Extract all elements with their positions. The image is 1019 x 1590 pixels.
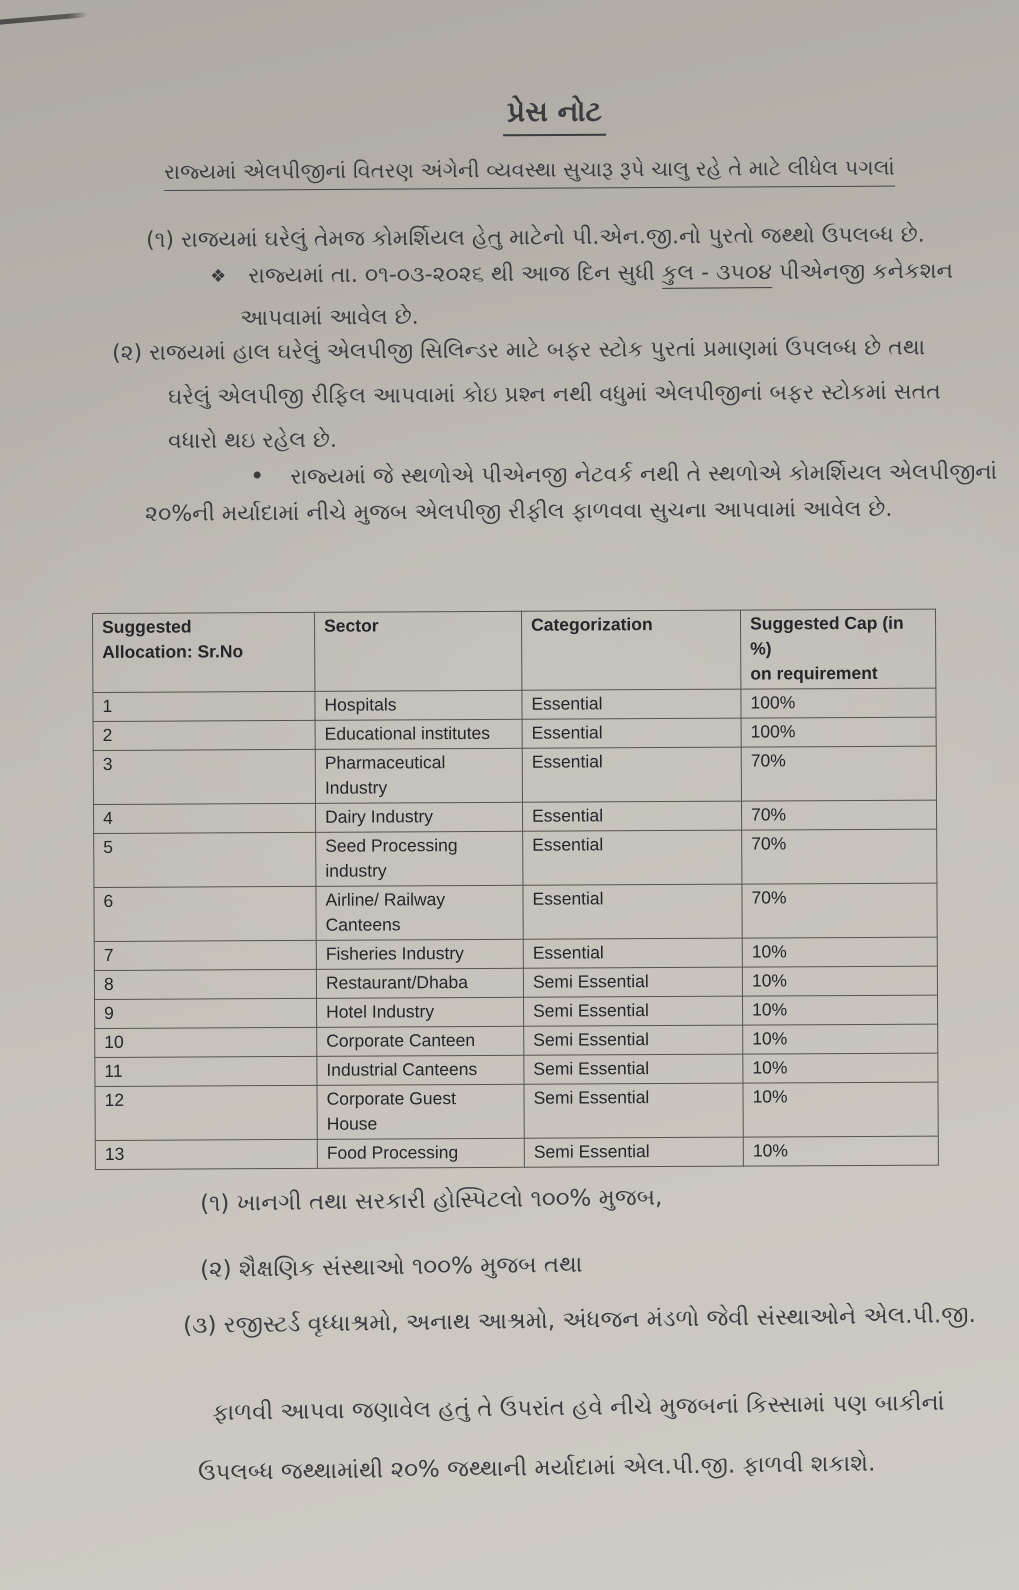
table-cell: 13 — [95, 1139, 317, 1169]
body-bullet-1-continuation: આપવામાં આવેલ છે. — [240, 304, 419, 331]
bullet-1-text-post: પીએનજી કનેકશન — [771, 258, 954, 286]
allocation-table-body — [93, 688, 938, 1169]
page-title: પ્રેસ નોટ — [503, 95, 606, 137]
table-cell: 5 — [94, 832, 316, 887]
table-cell: Dairy Industry — [315, 802, 522, 832]
table-cell: 1 — [93, 691, 315, 721]
bullet-2-text: રાજ્યમાં જે સ્થળોએ પીએનજી નેટવર્ક નથી તે સ્થળોએ કોમર્શિયલ એલપીજીનાં — [290, 459, 998, 490]
body-bullet-1 — [210, 255, 953, 294]
table-cell: 70% — [741, 800, 936, 830]
body-item-1: (૧) રાજયમાં ઘરેલું તેમજ કોમર્શિયલ હેતુ માટેનો પી.એન.જી.નો પુરતો જથ્થો ઉપલબ્ધ છે. — [146, 222, 925, 253]
table-cell: Airline/ Railway Canteens — [316, 885, 523, 940]
column-header-sector: Sector — [314, 611, 521, 691]
table-header-row — [93, 609, 936, 692]
document-subtitle: રાજ્યમાં એલપીજીનાં વિતરણ અંગેની વ્યવસ્થા સુચારૂ રૂપે ચાલુ રહે તે માટે લીધેલ પગલાં — [164, 156, 895, 191]
table-cell: Essential — [523, 938, 742, 968]
table-cell: 70% — [741, 746, 936, 801]
table-cell: Essential — [523, 830, 742, 885]
table-row — [94, 829, 937, 887]
table-cell: 4 — [94, 803, 316, 833]
bullet-1-underlined-figure: કુલ - ૩૫૦૪ — [662, 260, 772, 289]
table-cell: 10% — [742, 966, 937, 996]
table-cell: Food Processing — [317, 1138, 524, 1168]
note-line-5: ઉપલબ્ધ જથ્થામાંથી ૨૦% જથ્થાની મર્યાદામાં એલ.પી.જી. ફાળવી શકાશે. — [198, 1450, 876, 1486]
table-cell: 10% — [743, 1082, 938, 1137]
table-cell: Essential — [523, 884, 742, 939]
column-header-categorization: Categorization — [521, 610, 740, 690]
table-cell: 10% — [743, 1024, 938, 1054]
table-cell: Semi Essential — [524, 1054, 743, 1084]
table-cell: Semi Essential — [524, 1083, 743, 1138]
table-row — [95, 1053, 938, 1086]
allocation-table — [92, 609, 939, 1170]
note-line-2: (૨) શૈક્ષણિક સંસ્થાઓ ૧૦૦% મુજબ તથા — [200, 1251, 583, 1283]
table-cell: Fisheries Industry — [316, 939, 523, 969]
diamond-bullet-icon: ❖ — [210, 265, 227, 287]
column-header-srno: Suggested Allocation: Sr.No — [93, 612, 315, 692]
table-cell: Industrial Canteens — [317, 1055, 524, 1085]
table-row — [94, 883, 937, 941]
table-cell: Restaurant/Dhaba — [316, 968, 523, 998]
table-row — [95, 1082, 938, 1140]
table-cell: 70% — [742, 883, 937, 938]
body-item-2-line-1: (૨) રાજયમાં હાલ ઘરેલું એલપીજી સિલિન્ડર માટે બફર સ્ટોક પુરતાં પ્રમાણમાં ઉપલબ્ધ છે તથા — [112, 335, 926, 366]
table-cell: Essential — [522, 747, 741, 802]
table-cell: Corporate Guest House — [317, 1084, 524, 1139]
table-cell: Educational institutes — [315, 719, 522, 749]
column-header-cap: Suggested Cap (in %) on requirement — [740, 609, 935, 689]
table-row — [95, 995, 938, 1028]
scan-pen-mark — [0, 12, 88, 25]
table-cell: Essential — [522, 718, 741, 748]
table-row — [94, 800, 937, 833]
bullet-1-text-pre: રાજ્યમાં તા. ૦૧-૦૩-૨૦૨૬ થી આજ દિન સુધી — [248, 260, 662, 289]
table-row — [93, 746, 936, 804]
table-cell: Semi Essential — [524, 1137, 743, 1167]
note-line-4: ફાળવી આપવા જણાવેલ હતું તે ઉપરાંત હવે નીચે મુજબનાં કિસ્સામાં પણ બાકીનાં — [212, 1389, 945, 1426]
table-cell: Seed Processing industry — [316, 831, 523, 886]
table-cell: Semi Essential — [524, 1025, 743, 1055]
table-row — [94, 937, 937, 970]
table-cell: Essential — [522, 689, 741, 719]
table-row — [95, 1136, 938, 1169]
table-cell: 10% — [743, 1136, 938, 1166]
body-bullet-2-line-2: ૨૦%ની મર્યાદામાં નીચે મુજબ એલપીજી રીફીલ ફાળવવા સુચના આપવામાં આવેલ છે. — [145, 496, 893, 527]
table-cell: 2 — [93, 720, 315, 750]
table-cell: Corporate Canteen — [317, 1026, 524, 1056]
table-cell: 10 — [95, 1027, 317, 1057]
table-cell: 10% — [743, 1053, 938, 1083]
table-cell: Pharmaceutical Industry — [315, 748, 522, 803]
table-cell: Essential — [522, 801, 741, 831]
table-cell: 10% — [743, 995, 938, 1025]
body-item-2-line-3: વધારો થઇ રહેલ છે. — [168, 427, 338, 454]
dot-bullet-icon: • — [250, 461, 265, 490]
table-cell: 12 — [95, 1085, 317, 1140]
table-cell: 70% — [742, 829, 937, 884]
table-cell: 100% — [741, 688, 936, 718]
table-cell: Semi Essential — [523, 967, 742, 997]
table-cell: Hotel Industry — [317, 997, 524, 1027]
table-row — [93, 688, 936, 721]
body-bullet-2-line-1 — [250, 454, 997, 495]
table-row — [93, 717, 936, 750]
table-row — [94, 966, 937, 999]
note-line-3: (૩) રજીસ્ટર્ડ વૃધ્ધાશ્રમો, અનાથ આશ્રમો, અંધજન મંડળો જેવી સંસ્થાઓને એલ.પી.જી. — [183, 1301, 977, 1339]
table-cell: 10% — [742, 937, 937, 967]
table-cell: 100% — [741, 717, 936, 747]
table-cell: 9 — [95, 998, 317, 1028]
table-cell: 6 — [94, 886, 316, 941]
table-row — [95, 1024, 938, 1057]
table-cell: Semi Essential — [524, 996, 743, 1026]
table-cell: 7 — [94, 940, 316, 970]
body-item-2-line-2: ઘરેલું એલપીજી રીફિલ આપવામાં કોઇ પ્રશ્ન નથી વધુમાં એલપીજીનાં બફર સ્ટોકમાં સતત — [168, 379, 941, 410]
table-cell: 11 — [95, 1056, 317, 1086]
table-cell: 3 — [93, 749, 315, 804]
note-line-1: (૧) ખાનગી તથા સરકારી હોસ્પિટલો ૧૦૦% મુજબ, — [200, 1184, 663, 1217]
table-cell: 8 — [94, 969, 316, 999]
table-cell: Hospitals — [315, 690, 522, 720]
